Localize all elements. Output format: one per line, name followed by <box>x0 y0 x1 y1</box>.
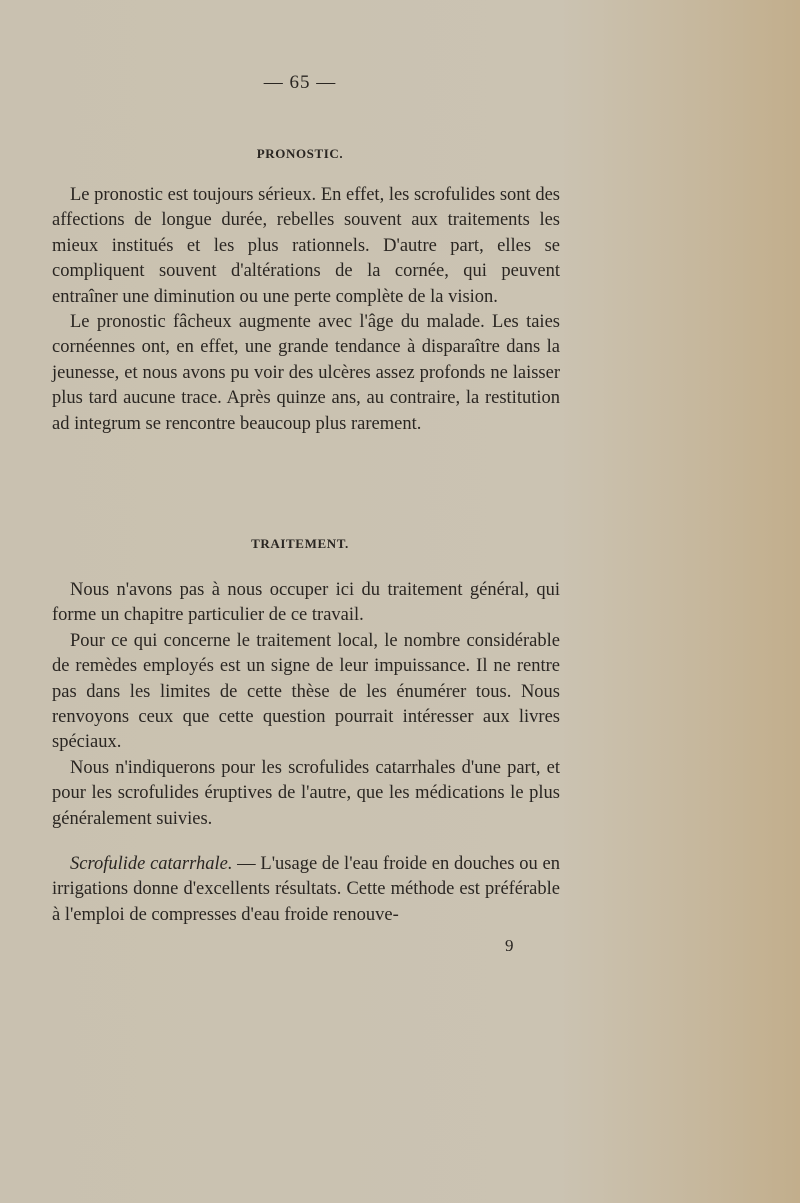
section-heading-pronostic: PRONOSTIC. <box>256 146 344 161</box>
signature-mark: 9 <box>505 936 514 955</box>
section-heading-traitement: TRAITEMENT. <box>251 536 349 551</box>
paragraph: Nous n'indiquerons pour les scrofulides catarrhales d'une part, et pour les scrofulides éruptives de l'autre, que les médications le plus généralement suivies. <box>52 757 560 829</box>
traitement-section <box>52 578 560 832</box>
paragraph <box>52 852 560 928</box>
paragraph: Le pronostic fâcheux augmente avec l'âge du malade. Les taies cornéennes ont, en effet, une grande tendance à disparaître dans la jeunesse, et nous avons pu voir des ulcères assez profonds ne laisser plus tard aucune trace. Après quinze ans, au contraire, la restitution ad integrum se rencontre beaucoup plus rarement. <box>52 312 560 434</box>
scrofulide-catarrhale-section <box>52 852 560 928</box>
subsection-title: Scrofulide catarrhale. <box>70 854 233 874</box>
page-number: — 65 — <box>263 72 337 93</box>
pronostic-section <box>52 183 560 437</box>
paragraph: Pour ce qui concerne le traitement local, le nombre considérable de remèdes employés est un signe de leur impuissance. Il ne rentre pas dans les limites de cette thèse de les énumérer tous. Nous renvoyons ceux que cette question pourrait intéresser aux livres spéciaux. <box>52 630 560 753</box>
paragraph: Nous n'avons pas à nous occuper ici du traitement général, qui forme un chapitre particulier de ce travail. <box>52 580 560 626</box>
paragraph-text: — L'usage de l'eau froide en douches ou en irrigations donne d'excellents résultats. Cette méthode est préférable à l'emploi de compresses d'eau froide renouve- <box>52 854 560 925</box>
paragraph: Le pronostic est toujours sérieux. En effet, les scrofulides sont des affections de longue durée, rebelles souvent aux traitements les mieux institués et les plus rationnels. D'autre part, elles se compliquent souvent d'altérations de la cornée, qui peuvent entraîner une diminution ou une perte complète de la vision. <box>52 185 560 307</box>
